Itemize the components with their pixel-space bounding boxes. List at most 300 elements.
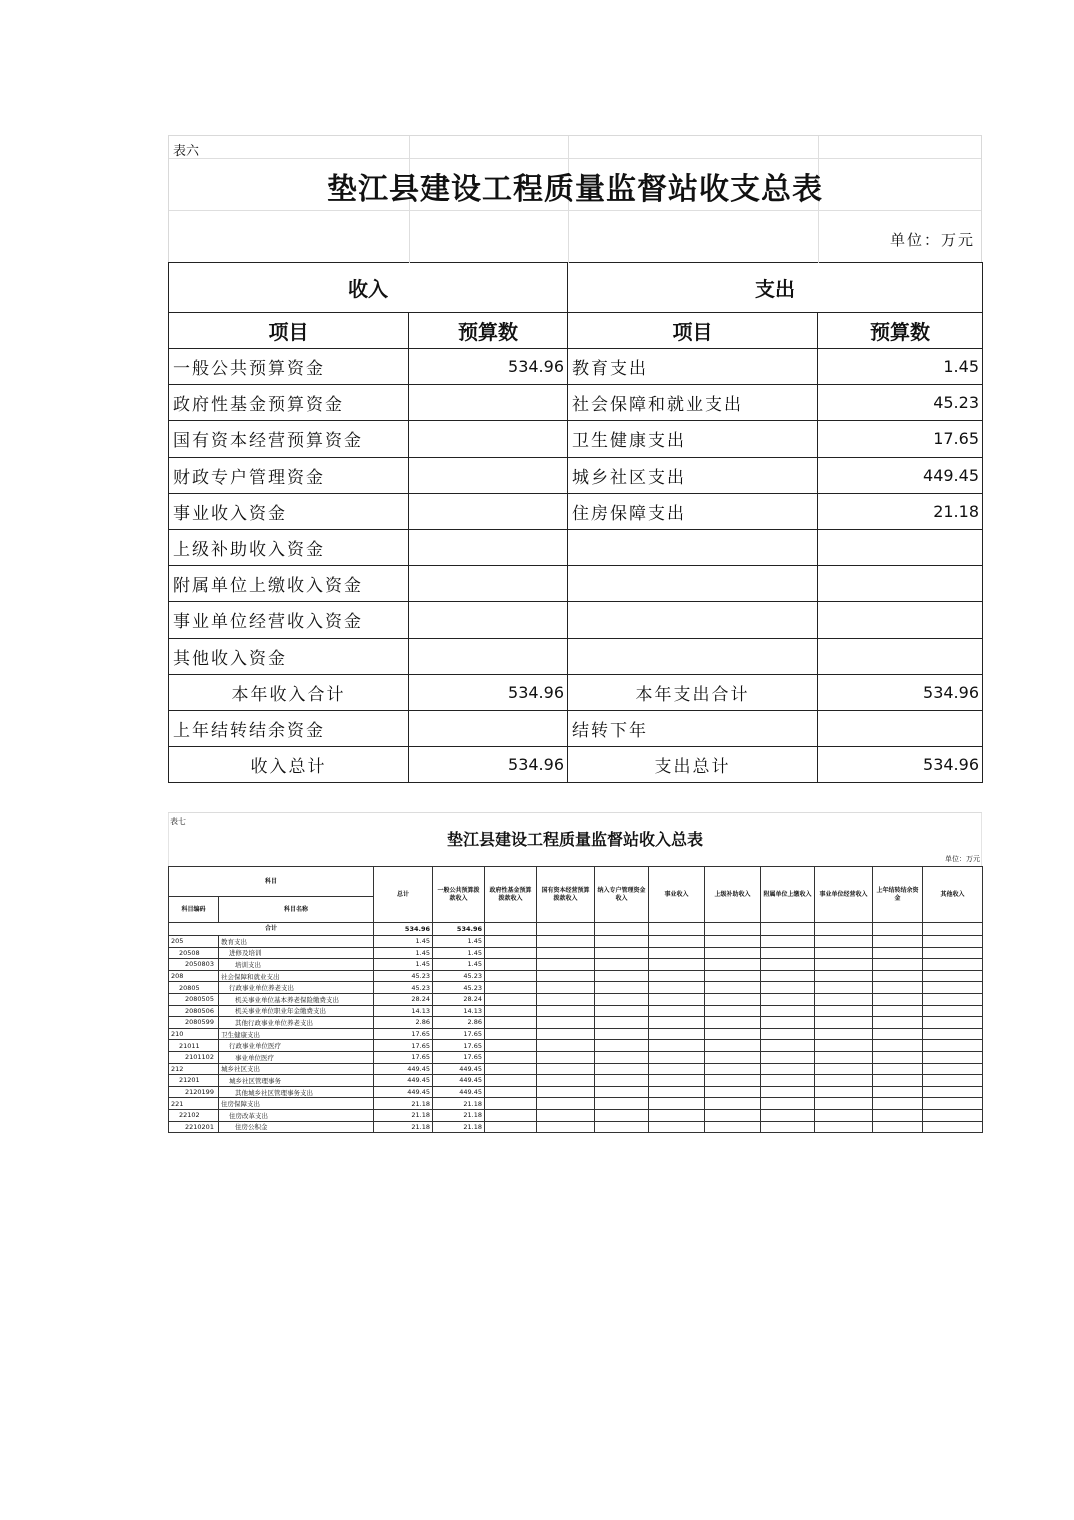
empty-cell — [595, 1040, 649, 1052]
empty-cell — [761, 1040, 815, 1052]
empty-cell — [649, 1051, 705, 1063]
empty-cell — [873, 959, 923, 971]
total-value: 17.65 — [374, 1040, 433, 1052]
table-row — [169, 349, 983, 385]
empty-cell — [815, 959, 873, 971]
total-value: 1.45 — [374, 947, 433, 959]
empty-cell — [595, 959, 649, 971]
subject-code: 2210201 — [169, 1121, 219, 1133]
table-row — [169, 566, 983, 602]
total-value: 45.23 — [374, 982, 433, 994]
empty-cell — [485, 1017, 537, 1029]
empty-cell — [537, 1075, 595, 1087]
empty-cell — [873, 1040, 923, 1052]
total-value: 17.65 — [374, 1028, 433, 1040]
empty-cell — [595, 1121, 649, 1133]
empty-cell — [761, 1028, 815, 1040]
total-value: 1.45 — [374, 959, 433, 971]
subject-code: 2050803 — [169, 959, 219, 971]
total-value: 534.96 — [374, 923, 433, 936]
empty-cell — [873, 1121, 923, 1133]
empty-cell — [923, 1075, 983, 1087]
table-row — [169, 493, 983, 529]
empty-cell — [537, 936, 595, 948]
expense-grand-total-value: 534.96 — [818, 747, 983, 783]
expense-value — [818, 602, 983, 638]
empty-cell — [485, 1040, 537, 1052]
empty-cell — [537, 947, 595, 959]
subject-code: 2080599 — [169, 1017, 219, 1029]
subject-name: 住房改革支出 — [219, 1109, 374, 1121]
total-value: 21.18 — [374, 1098, 433, 1110]
empty-cell — [705, 959, 761, 971]
total-value: 1.45 — [374, 936, 433, 948]
subject-name: 卫生健康支出 — [219, 1028, 374, 1040]
empty-cell — [485, 970, 537, 982]
expense-item — [568, 529, 818, 565]
col-header: 上年结转结余资金 — [873, 867, 923, 923]
empty-cell — [761, 993, 815, 1005]
total-value: 449.45 — [374, 1063, 433, 1075]
general-budget-value: 1.45 — [433, 959, 485, 971]
subject-code-header: 科目编码 — [169, 897, 219, 923]
empty-cell — [923, 1028, 983, 1040]
subject-name: 行政事业单位养老支出 — [219, 982, 374, 994]
empty-cell — [761, 1017, 815, 1029]
subject-code: 205 — [169, 936, 219, 948]
empty-cell — [485, 936, 537, 948]
col-header: 附属单位上缴收入 — [761, 867, 815, 923]
empty-cell — [595, 1051, 649, 1063]
subject-code: 20805 — [169, 982, 219, 994]
empty-cell — [485, 959, 537, 971]
total-value: 449.45 — [374, 1075, 433, 1087]
empty-cell — [595, 993, 649, 1005]
income-item: 政府性基金预算资金 — [169, 385, 409, 421]
total-value: 21.18 — [374, 1109, 433, 1121]
table-row — [169, 936, 983, 948]
empty-cell — [485, 993, 537, 1005]
empty-cell — [923, 1121, 983, 1133]
table-row — [169, 1121, 983, 1133]
empty-cell — [705, 1121, 761, 1133]
empty-cell — [815, 1098, 873, 1110]
empty-cell — [923, 1063, 983, 1075]
empty-cell — [537, 970, 595, 982]
subject-name: 住房公积金 — [219, 1121, 374, 1133]
subject-header: 科目 — [169, 867, 374, 897]
empty-cell — [537, 1040, 595, 1052]
subject-name: 城乡社区管理事务 — [219, 1075, 374, 1087]
table-row — [169, 602, 983, 638]
income-item: 上级补助收入资金 — [169, 529, 409, 565]
empty-cell — [923, 1098, 983, 1110]
empty-cell — [761, 982, 815, 994]
general-budget-value: 17.65 — [433, 1028, 485, 1040]
expense-item: 住房保障支出 — [568, 493, 818, 529]
general-budget-value: 28.24 — [433, 993, 485, 1005]
empty-cell — [595, 982, 649, 994]
table-row — [169, 959, 983, 971]
table-row — [169, 1109, 983, 1121]
total-value: 2.86 — [374, 1017, 433, 1029]
empty-cell — [873, 982, 923, 994]
empty-cell — [705, 947, 761, 959]
empty-cell — [923, 1109, 983, 1121]
empty-cell — [873, 1063, 923, 1075]
expense-value: 45.23 — [818, 385, 983, 421]
income-item: 其他收入资金 — [169, 638, 409, 674]
empty-cell — [761, 1075, 815, 1087]
table6-title: 垫江县建设工程质量监督站收支总表 — [327, 172, 823, 207]
general-budget-value: 449.45 — [433, 1086, 485, 1098]
col-header: 一般公共预算拨款收入 — [433, 867, 485, 923]
total-general-budget: 534.96 — [433, 923, 485, 936]
year-income-total-label: 本年收入合计 — [169, 674, 409, 710]
table-row — [169, 1040, 983, 1052]
empty-cell — [595, 1017, 649, 1029]
empty-cell — [705, 982, 761, 994]
empty-cell — [923, 1005, 983, 1017]
table6-body — [168, 262, 983, 783]
subject-name: 社会保障和就业支出 — [219, 970, 374, 982]
col-header: 上级补助收入 — [705, 867, 761, 923]
empty-cell — [761, 1063, 815, 1075]
total-row — [169, 923, 983, 936]
subject-code: 212 — [169, 1063, 219, 1075]
subject-name: 住房保障支出 — [219, 1098, 374, 1110]
subject-name: 机关事业单位职业年金缴费支出 — [219, 1005, 374, 1017]
empty-cell — [485, 947, 537, 959]
year-expense-total-label: 本年支出合计 — [568, 674, 818, 710]
empty-cell — [485, 982, 537, 994]
empty-cell — [815, 1121, 873, 1133]
empty-cell — [595, 947, 649, 959]
empty-cell — [761, 959, 815, 971]
expense-budget-col-header: 预算数 — [818, 313, 983, 349]
subject-name: 机关事业单位基本养老保险缴费支出 — [219, 993, 374, 1005]
empty-cell — [705, 1028, 761, 1040]
income-item: 财政专户管理资金 — [169, 457, 409, 493]
empty-cell — [815, 1017, 873, 1029]
grand-total-row — [169, 747, 983, 783]
subject-name: 教育支出 — [219, 936, 374, 948]
general-budget-value: 17.65 — [433, 1051, 485, 1063]
empty-cell — [923, 993, 983, 1005]
empty-cell — [815, 1063, 873, 1075]
col-header: 纳入专户管理资金收入 — [595, 867, 649, 923]
col-header: 事业单位经营收入 — [815, 867, 873, 923]
income-value: 534.96 — [409, 349, 568, 385]
table-row — [169, 529, 983, 565]
empty-cell — [761, 1005, 815, 1017]
expense-value: 1.45 — [818, 349, 983, 385]
table7-title: 垫江县建设工程质量监督站收入总表 — [446, 830, 703, 849]
empty-cell — [537, 1098, 595, 1110]
empty-cell — [761, 1086, 815, 1098]
expense-header: 支出 — [568, 263, 983, 313]
empty-cell — [815, 1086, 873, 1098]
table-row — [169, 638, 983, 674]
empty-cell — [649, 1005, 705, 1017]
income-item: 国有资本经营预算资金 — [169, 421, 409, 457]
empty-cell — [873, 1098, 923, 1110]
general-budget-value: 45.23 — [433, 970, 485, 982]
carry-next-year-label: 结转下年 — [568, 710, 818, 746]
empty-cell — [537, 1017, 595, 1029]
subject-code: 2120199 — [169, 1086, 219, 1098]
empty-cell — [649, 1040, 705, 1052]
empty-cell — [761, 947, 815, 959]
empty-cell — [923, 970, 983, 982]
empty-cell — [595, 1028, 649, 1040]
expense-item: 城乡社区支出 — [568, 457, 818, 493]
empty-cell — [649, 1017, 705, 1029]
expense-item: 卫生健康支出 — [568, 421, 818, 457]
empty-cell — [595, 1005, 649, 1017]
empty-cell — [705, 1063, 761, 1075]
income-value — [409, 602, 568, 638]
empty-cell — [485, 1098, 537, 1110]
empty-cell — [537, 959, 595, 971]
empty-cell — [705, 1098, 761, 1110]
table7-tag: 表七 — [170, 817, 186, 826]
empty-cell — [815, 936, 873, 948]
empty-cell — [537, 1005, 595, 1017]
empty-cell — [595, 1086, 649, 1098]
general-budget-value: 45.23 — [433, 982, 485, 994]
subject-name: 培训支出 — [219, 959, 374, 971]
empty-cell — [815, 1075, 873, 1087]
table-row — [169, 1017, 983, 1029]
empty-cell — [485, 1109, 537, 1121]
empty-cell — [705, 936, 761, 948]
empty-cell — [873, 1005, 923, 1017]
table-row — [169, 1075, 983, 1087]
table-row — [169, 385, 983, 421]
empty-cell — [595, 1098, 649, 1110]
income-item: 事业收入资金 — [169, 493, 409, 529]
empty-cell — [595, 970, 649, 982]
total-value: 28.24 — [374, 993, 433, 1005]
empty-cell — [649, 1028, 705, 1040]
general-budget-value: 21.18 — [433, 1098, 485, 1110]
total-value: 45.23 — [374, 970, 433, 982]
empty-cell — [815, 1028, 873, 1040]
total-value: 21.18 — [374, 1121, 433, 1133]
income-value — [409, 638, 568, 674]
empty-cell — [649, 1075, 705, 1087]
income-item: 附属单位上缴收入资金 — [169, 566, 409, 602]
empty-cell — [705, 970, 761, 982]
expense-item — [568, 566, 818, 602]
empty-cell — [923, 959, 983, 971]
empty-cell — [761, 1098, 815, 1110]
table-row — [169, 1051, 983, 1063]
total-value: 449.45 — [374, 1086, 433, 1098]
general-budget-value: 1.45 — [433, 947, 485, 959]
expense-value: 449.45 — [818, 457, 983, 493]
empty-cell — [537, 1086, 595, 1098]
empty-cell — [485, 1086, 537, 1098]
year-expense-total-value: 534.96 — [818, 674, 983, 710]
subject-code: 21201 — [169, 1075, 219, 1087]
subject-code: 22102 — [169, 1109, 219, 1121]
expense-item: 社会保障和就业支出 — [568, 385, 818, 421]
empty-cell — [873, 1017, 923, 1029]
col-header: 政府性基金预算拨款收入 — [485, 867, 537, 923]
table7-unit: 单位：万元 — [945, 855, 980, 863]
empty-cell — [923, 1086, 983, 1098]
expense-value — [818, 566, 983, 602]
table-row — [169, 1098, 983, 1110]
year-income-total-value: 534.96 — [409, 674, 568, 710]
subject-name: 行政事业单位医疗 — [219, 1040, 374, 1052]
table-row — [169, 1063, 983, 1075]
empty-cell — [705, 1051, 761, 1063]
empty-cell — [649, 1098, 705, 1110]
expense-grand-total-label: 支出总计 — [568, 747, 818, 783]
table-row — [169, 1028, 983, 1040]
empty-cell — [705, 993, 761, 1005]
empty-cell — [873, 1109, 923, 1121]
subject-name: 其他城乡社区管理事务支出 — [219, 1086, 374, 1098]
empty-cell — [485, 1075, 537, 1087]
income-item: 一般公共预算资金 — [169, 349, 409, 385]
empty-cell — [705, 1086, 761, 1098]
empty-cell — [537, 1121, 595, 1133]
empty-cell — [485, 1121, 537, 1133]
empty-cell — [815, 1109, 873, 1121]
expense-value: 17.65 — [818, 421, 983, 457]
empty-cell — [815, 1051, 873, 1063]
income-value — [409, 529, 568, 565]
income-value — [409, 457, 568, 493]
empty-cell — [815, 993, 873, 1005]
general-budget-value: 21.18 — [433, 1121, 485, 1133]
empty-cell — [649, 1109, 705, 1121]
general-budget-value: 2.86 — [433, 1017, 485, 1029]
income-expense-summary-table — [168, 135, 982, 783]
table6-header-area — [168, 135, 982, 262]
subject-code: 210 — [169, 1028, 219, 1040]
empty-cell — [873, 1028, 923, 1040]
expense-item: 教育支出 — [568, 349, 818, 385]
empty-cell — [705, 1040, 761, 1052]
empty-cell — [761, 936, 815, 948]
total-label: 合计 — [169, 923, 374, 936]
expense-value — [818, 638, 983, 674]
empty-cell — [705, 1005, 761, 1017]
income-value — [409, 421, 568, 457]
empty-cell — [923, 1051, 983, 1063]
income-value — [409, 493, 568, 529]
empty-cell — [595, 1075, 649, 1087]
subject-code: 2101102 — [169, 1051, 219, 1063]
table-row — [169, 970, 983, 982]
carry-over-row — [169, 710, 983, 746]
table-row — [169, 1005, 983, 1017]
general-budget-value: 1.45 — [433, 936, 485, 948]
empty-cell — [705, 1109, 761, 1121]
prior-year-balance-label: 上年结转结余资金 — [169, 710, 409, 746]
empty-cell — [649, 1086, 705, 1098]
col-header: 总计 — [374, 867, 433, 923]
subject-code: 20508 — [169, 947, 219, 959]
income-grand-total-value: 534.96 — [409, 747, 568, 783]
income-value — [409, 385, 568, 421]
empty-cell — [537, 993, 595, 1005]
year-total-row — [169, 674, 983, 710]
subject-name: 其他行政事业单位养老支出 — [219, 1017, 374, 1029]
empty-cell — [537, 1028, 595, 1040]
empty-cell — [815, 1005, 873, 1017]
empty-cell — [761, 1051, 815, 1063]
table-row — [169, 993, 983, 1005]
empty-cell — [873, 1086, 923, 1098]
table-row — [169, 457, 983, 493]
expense-value — [818, 529, 983, 565]
empty-cell — [537, 1109, 595, 1121]
empty-cell — [537, 982, 595, 994]
subject-name: 城乡社区支出 — [219, 1063, 374, 1075]
carry-next-year-value — [818, 710, 983, 746]
income-budget-col-header: 预算数 — [409, 313, 568, 349]
expense-item-col-header: 项目 — [568, 313, 818, 349]
empty-cell — [815, 947, 873, 959]
empty-cell — [485, 1005, 537, 1017]
table-row — [169, 982, 983, 994]
empty-cell — [923, 936, 983, 948]
subject-code: 221 — [169, 1098, 219, 1110]
subject-code: 2080505 — [169, 993, 219, 1005]
income-value — [409, 566, 568, 602]
total-value: 14.13 — [374, 1005, 433, 1017]
expense-item — [568, 638, 818, 674]
general-budget-value: 21.18 — [433, 1109, 485, 1121]
empty-cell — [873, 1051, 923, 1063]
general-budget-value: 449.45 — [433, 1075, 485, 1087]
table6-tag: 表六 — [173, 144, 200, 159]
empty-cell — [761, 970, 815, 982]
table7-body — [168, 866, 983, 1133]
empty-cell — [923, 982, 983, 994]
income-summary-table — [168, 812, 982, 1133]
empty-cell — [485, 1028, 537, 1040]
prior-year-balance-value — [409, 710, 568, 746]
empty-cell — [815, 982, 873, 994]
empty-cell — [873, 993, 923, 1005]
col-header: 事业收入 — [649, 867, 705, 923]
table-row — [169, 947, 983, 959]
general-budget-value: 449.45 — [433, 1063, 485, 1075]
empty-cell — [873, 936, 923, 948]
empty-cell — [485, 1051, 537, 1063]
empty-cell — [649, 993, 705, 1005]
empty-cell — [649, 970, 705, 982]
col-header: 其他收入 — [923, 867, 983, 923]
col-header: 国有资本经营预算拨款收入 — [537, 867, 595, 923]
subject-code: 21011 — [169, 1040, 219, 1052]
empty-cell — [761, 1109, 815, 1121]
income-header: 收入 — [169, 263, 568, 313]
empty-cell — [649, 1121, 705, 1133]
empty-cell — [923, 1017, 983, 1029]
empty-cell — [923, 947, 983, 959]
table-row — [169, 1086, 983, 1098]
expense-item — [568, 602, 818, 638]
empty-cell — [873, 970, 923, 982]
